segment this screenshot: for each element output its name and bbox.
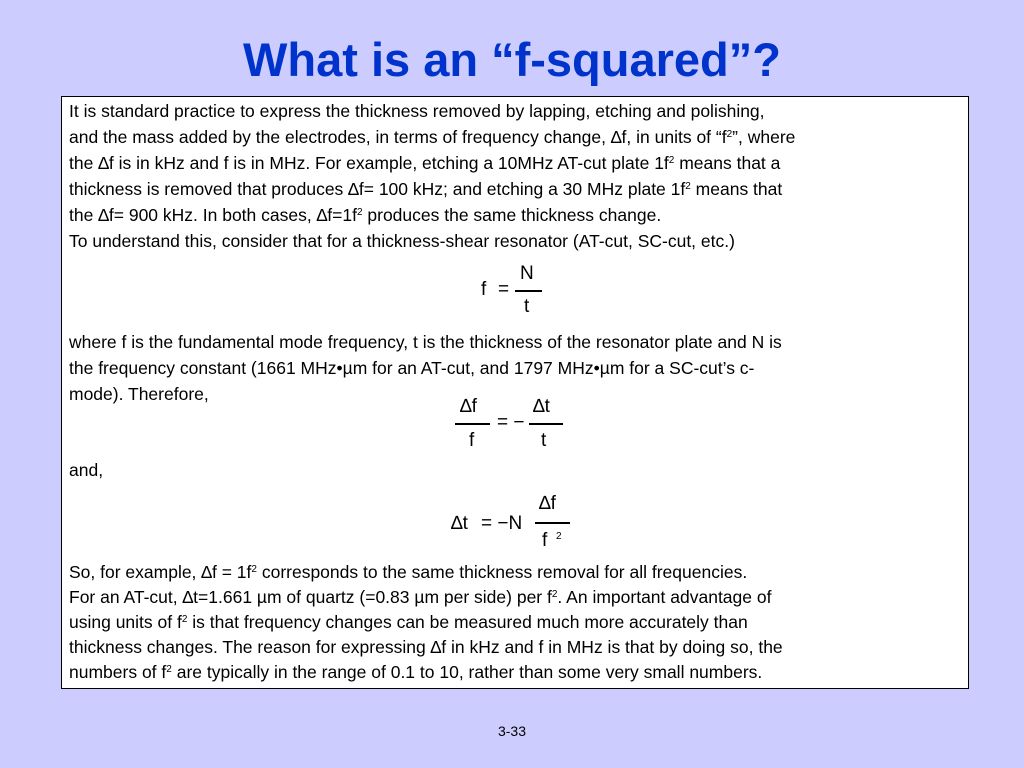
eq3-denominator: f xyxy=(542,530,548,551)
eq2-denominator-left: f xyxy=(469,430,475,451)
eq3-numerator: ∆f xyxy=(539,493,556,514)
text-line: the ∆f is in kHz and f is in MHz. For example, etching a 10MHz AT-cut plate $1f^2$ means that a xyxy=(69,153,781,173)
eq3-op: = −N xyxy=(481,513,523,534)
text-line: and the mass added by the electrodes, in terms of frequency change, ∆f, in units of “$f^2$”, where xyxy=(69,127,796,147)
eq2-op: = − xyxy=(497,412,525,433)
text-line: thickness is removed that produces ∆f= 100 kHz; and etching a 30 MHz plate $1f^2$ means that xyxy=(69,179,783,199)
eq1-numerator: N xyxy=(520,263,534,284)
text-line: and, xyxy=(69,460,104,480)
eq3-lhs: ∆t xyxy=(451,513,468,534)
text-line: For an AT-cut, ∆t=1.661 µm of quartz (=0.83 µm per side) per $f^2$. An important advantage of xyxy=(69,587,772,607)
text-line: numbers of $f^2$ are typically in the range of 0.1 to 10, rather than some very small numbers. xyxy=(69,662,763,682)
text-line: mode). Therefore, xyxy=(69,384,209,404)
text-line: It is standard practice to express the thickness removed by lapping, etching and polishing, xyxy=(69,101,765,121)
eq2-numerator-right: ∆t xyxy=(533,396,550,417)
text-line: using units of $f^2$ is that frequency changes can be measured much more accurately than xyxy=(69,612,748,632)
page-number: 3-33 xyxy=(497,723,527,739)
eq2-numerator-left: ∆f xyxy=(460,396,477,417)
text-line: thickness changes. The reason for expressing ∆f in kHz and f in MHz is that by doing so, the xyxy=(69,637,783,657)
text-line: the frequency constant (1661 MHz•µm for an AT-cut, and 1797 MHz•µm for a SC-cut’s c- xyxy=(69,358,755,378)
eq2-denominator-right: t xyxy=(541,430,547,451)
eq3-exponent: 2 xyxy=(556,531,562,542)
text-line: So, for example, $\Delta f = 1f^2$ corresponds to the same thickness removal for all frequencies. xyxy=(69,562,748,582)
eq1-denominator: t xyxy=(524,296,530,317)
slide-title: What is an “f-squared”? xyxy=(243,33,781,86)
eq1-op: = xyxy=(498,279,510,300)
eq1-fraction-bar xyxy=(515,290,542,292)
text-line: To understand this, consider that for a thickness-shear resonator (AT-cut, SC-cut, etc.) xyxy=(69,231,735,251)
eq1-lhs: f xyxy=(481,279,487,300)
text-line: where f is the fundamental mode frequency, t is the thickness of the resonator plate and N is xyxy=(69,332,782,352)
text-line: the ∆f= 900 kHz. In both cases, $\Delta f=1f^2$ produces the same thickness change. xyxy=(69,205,662,225)
eq2-fraction-bar-right xyxy=(529,423,563,425)
eq3-fraction-bar xyxy=(535,522,570,524)
eq2-fraction-bar-left xyxy=(455,423,490,425)
